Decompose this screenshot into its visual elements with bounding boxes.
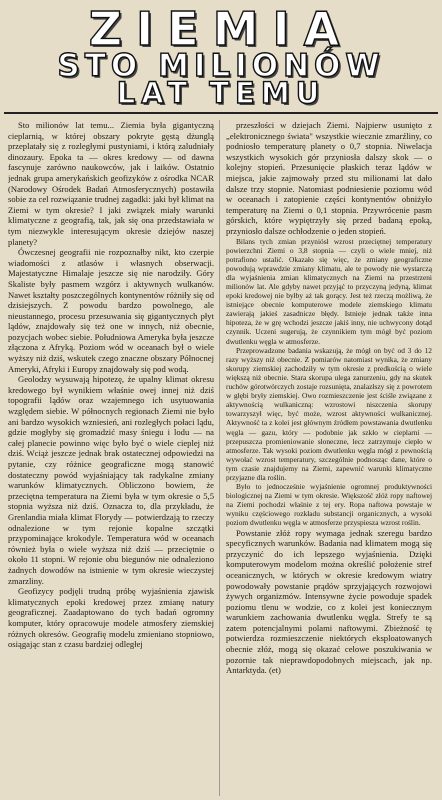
headline-line-2: STO MILIONÓW [57,48,385,84]
header-rule [4,112,438,114]
paragraph: Było to jednocześnie wyjaśnienie ogromnej produktywności biologicznej na Ziemi w tym okresie. Większość złóż ropy naftowej na Ziemi pochodzi właśnie z tej ery. Ropa naftowa powstaje w wyniku częściowego rozkładu substancji organicznych, a wysoki poziom dwutlenku węgla w atmosferze przyspiesza wzrost roślin. [226,482,432,528]
article-column-left [8,120,214,796]
paragraph: Ówczesnej geografii nie rozpoznałby nikt, kto czerpie wiadomości z atlasów i własnych obserwacji. Majestatyczne Himalaje jeszcze się nie narodziły. Góry Skaliste były pasmem wzgórz i aktywnych wulkanów. Nawet kształty poszczególnych kontynentów różniły się od dzisiejszych. Z powodu bardzo powolnego, ale nieustannego, procesu przesuwania się gigantycznych płyt lądów, znajdowały się też one w innych, niż obecnie, pozycjach wobec siebie. Południowa Ameryka była jeszcze złączona z Afryką. Poziom wód w oceanach był o wiele wyższy niż dziś, wskutek czego znaczne obszary Północnej Ameryki, Afryki i Europy znajdowały się pod wodą. [8,247,214,374]
article-column-right [226,120,432,796]
paragraph: Powstanie złóż ropy wymaga jednak szeregu bardzo specyficznych warunków. Badania nad klimatem mogą się przyczynić do ich lepszego wyjaśnienia. Dzięki komputerowym modelom można określić położenie stref oceanicznych, w których w okresie kredowym wiatry powodowały powstanie prądów sprzyjających rozwojowi żywych organizmów. Intensywne życie powoduje spadek poziomu tlenu w wodzie, co z kolei jest koniecznym warunkiem zachowania dwutlenku węgla. Strefy te są zatem potencjalnymi polami naftowymi. Zbieżność tę potwierdza rozmieszczenie niektórych eksploatowanych obecnie złóż, mogą się okazać celowe poszukiwania w pozornie tak nieprawdopodobnych miejscach, jak np. Antarktyda. (et) [226,527,432,676]
paragraph: przeszłości w dziejach Ziemi. Najpierw usunięto z „elektronicznego świata" wszystkie wiecznie zmarźliny, co podniosło temperaturę planety o 0,7 stopnia. Niwelacja wszystkich wysokich gór przyniosła dalszy skok — o kolejny stopień. Przesunięcie płaskich teraz lądów w miejsca, jakie zajmowały przed stu milionami lat dało dalsze trzy stopnie. Natomiast podniesienie poziomu wód w oceanach i zatopienie części kontynentów obniżyło temperaturę na Ziemi o 0,1 stopnia. Przywrócenie pasm górskich, które wypiętrzyły się przed badaną epoką, przyniosło dalsze ochłodzenie o jeden stopień. [226,120,432,236]
paragraph: Bilans tych zmian przyniósł wzrost przeciętnej temperatury powierzchni Ziemi o 3,8 stopnia — czyli o wiele mniej, niż potrafiono ustalić. Okazało się więc, że zmiany geograficzne powodują wprawdzie zmiany klimatu, ale te powody nie wystarczą dla wyjaśnienia zmian klimatycznych na Ziemi na przestrzeni milionów lat. Ale gdyby nawet przyjąć to przyczyną jedyną, klimat epoki kredowej nie byłby aż tak gorący. Jest też rzeczą możliwą, że istniejące obecnie komputerowe modele ziemskiego klimatu zawierają jakieś zasadnicze błędy. Istnieje jednak także inna hipoteza, że w grę wchodzi jeszcze jakiś inny, nie uchwycony dotąd czynnik. Uczeni sugerują, że czynnikiem tym mógł być poziom dwutlenku węgla w atmosferze. [226,236,432,346]
headline-line-3: LAT TEMU [116,76,326,110]
paragraph: Sto milionów lat temu... Ziemia była gigantyczną cieplarnią, w której obszary pokryte gęstą dżunglą przeplatały się z rozległymi pustyniami, i którą zaludniały dinozaury. Epoka ta — okres kredowy — od dawna fascynuje zarówno naukowców, jak i laików. Ostatnio jednak grupa amerykańskich geofizyków z ośrodka NCAR (Narodowy Ośrodek Badań Atmosferycznych) postawiła sobie za cel rozwiązanie trudnej zagadki: jaki był klimat na Ziemi w tym okresie? I jaki związek miały warunki klimatyczne z geografią, tak, jak się ona przedstawiała w tym niezwykle interesującym okresie dziejów naszej planety? [8,120,214,247]
article-header [0,0,442,108]
paragraph: Przeprowadzone badania wskazują, że mógł on być od 3 do 12 razy wyższy niż obecnie. Z pomiarów natomiast wynika, że zmiany skorupy ziemskiej zachodziły w tym okresie z predkością o wiele większą niż obecnie. Stara skorupa ulega zanurzeniu, gdy na skutek ruchów górotwórczych zostaje rozsunięta, znalazłszy się z powrotem w głębi bryły ziemskiej. Owo rozmieszczenie jest ściśle związane z aktywnością wulkaniczną: wzrostowi niszczenia skorupy towarzyszył więc, być może, wzrost aktywności wulkanicznej. Aktywność ta z kolei jest głównym źródłem powstawania dwutlenku węgla — gazu, który — podobnie jak szkło w cieplarni — przepuszcza promieniowanie słoneczne, lecz zatrzymuje ciepło w atmosferze. Tak wysoki poziom dwutlenku węgla mógł z pewnością wywołać wzrost temperatury, szczególnie podnosząc dane, które o tym czasie znajdujemy na Ziemi, zapewnić warunki klimatyczne przyjazne dla roślin. [226,345,432,482]
column-divider [219,120,220,796]
headline-line-1: ZIEMIA [88,2,354,56]
paragraph: Geofizycy podjęli trudną próbę wyjaśnienia zjawisk klimatycznych epoki kredowej przez zmianę natury geograficznej. Zaadaptowano do tych badań ogromny komputer, który opracowuje modele atmosfery ziemskiej różnych okresów. Geografię modelu zmieniano stopniowo, osiągając stan z czasu bardziej odległej [8,586,214,650]
paragraph: Geolodzy wysuwają hipotezę, że upalny klimat okresu kredowego był wynikiem właśnie owej innej niż dziś topografii lądów oraz wzajemnego ich usytuowania względem siebie. W północnych regionach Ziemi nie było ani bardzo wysokich wzniesień, ani rozległych połaci lądu, gdzie mogłyby się gromadzić masy śniegu i lodu — na całej planecie powinno więc było być o wiele cieplej niż dziś. Wciąż jeszcze jednak brak ostatecznej odpowiedzi na pytanie, czy różnice geograficzne mogą stanowić dostateczny powód wyjaśniający tak radykalne zmiany warunków klimatycznych. Obliczono bowiem, że przeciętna temperatura na Ziemi była w tym okresie o 5,5 stopnia wyższa niż dziś. Oznacza to, dla przykładu, że Grenlandia miała klimat Florydy — potwierdzają to rzeczy odnalezione w tym rejonie kopalne szczątki przypominające krokodyle. Temperatura wód w oceanach również była o wiele wyższa niż dziś — przeciętnie o około 11 stopni. W rejonie obu biegunów nie odnaleziono żadnych dowodów na istnienie w tym okresie wieczystej zmarzliny. [8,374,214,586]
